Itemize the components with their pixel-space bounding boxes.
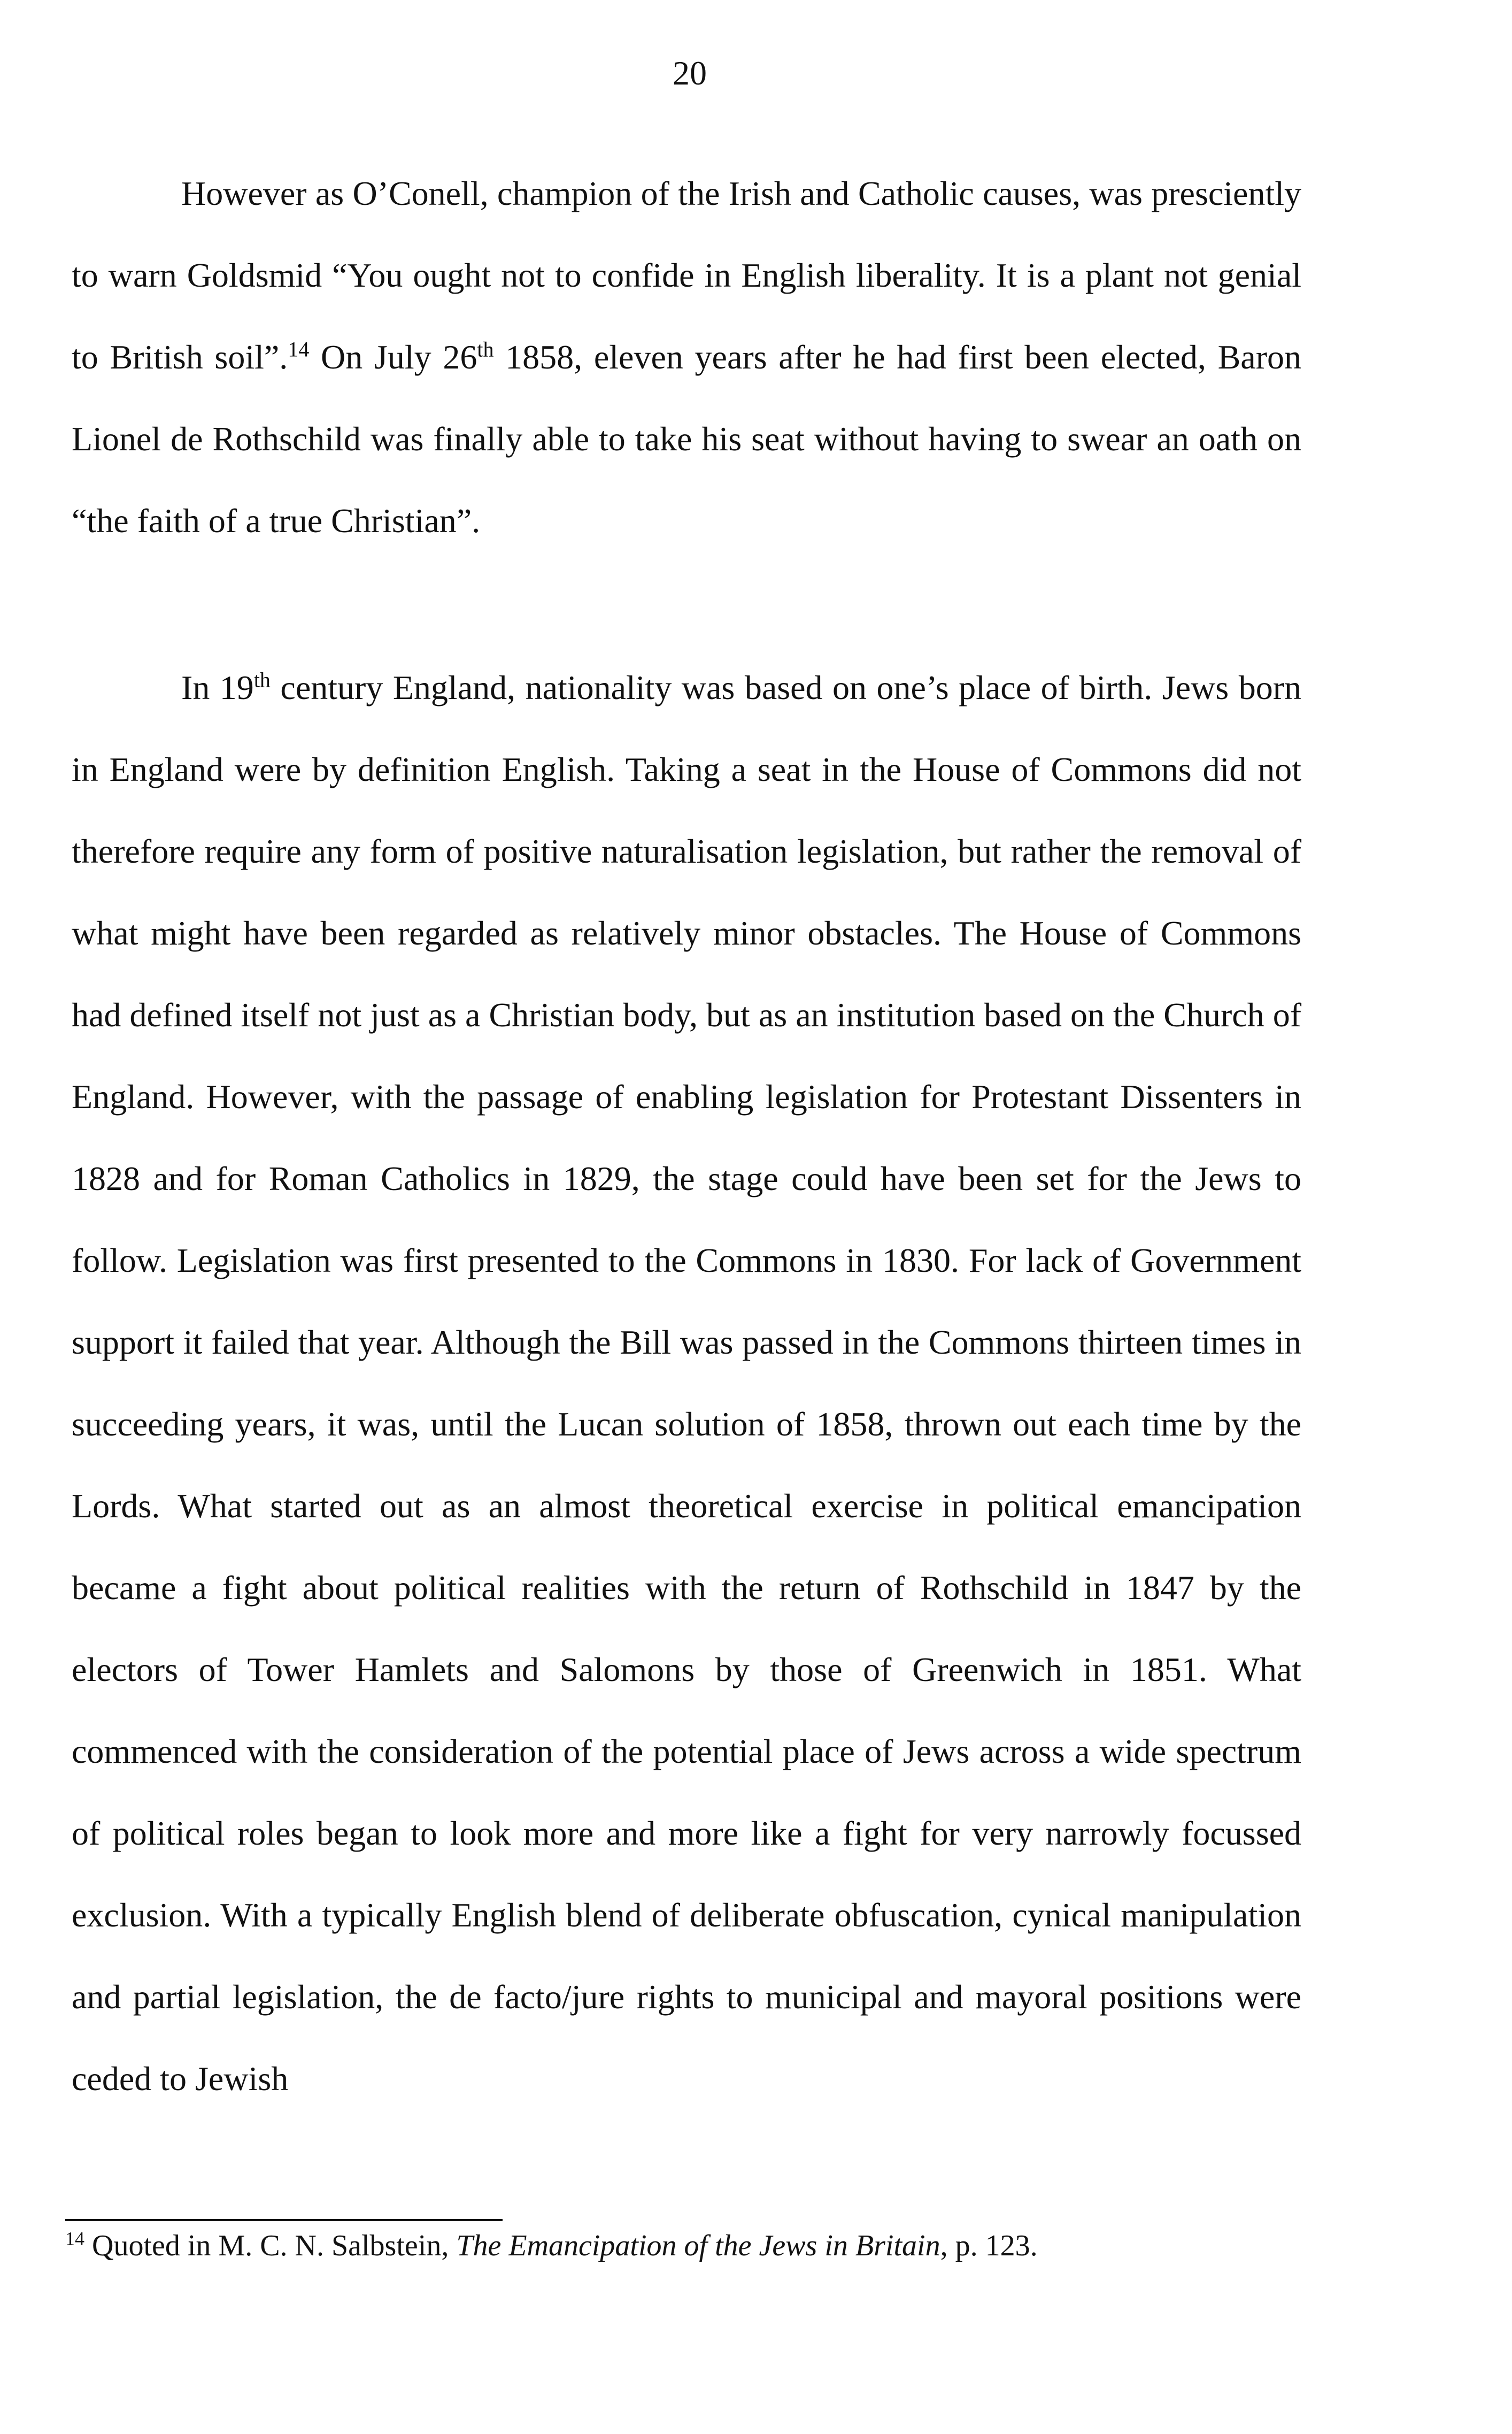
paragraph-text: On July 26 <box>309 338 477 376</box>
footnote-text: Quoted in M. C. N. Salbstein, <box>84 2229 457 2262</box>
footnote-text: , p. 123. <box>940 2229 1038 2262</box>
paragraph-text: In 19 <box>181 669 254 707</box>
ordinal-suffix: th <box>477 337 494 362</box>
ordinal-suffix: th <box>253 667 271 692</box>
paragraph-oconell <box>72 152 1301 562</box>
paragraph-nationality <box>72 647 1301 2120</box>
footnote-reference: 14 <box>288 337 310 362</box>
paragraph-text: century England, nationality was based on one’s place of birth. Jews born in England were by definition English. Taking a seat in the House of Commons did not therefore require any form of positive naturalisation legislation, but rather the removal of what might have been regarded as relatively minor obstacles. The House of Commons had defined itself not just as a Christian body, but as an institution based on the Church of England. However, with the passage of enabling legislation for Protestant Dissenters in 1828 and for Roman Catholics in 1829, the stage could have been set for the Jews to follow. Legislation was first presented to the Commons in 1830. For lack of Government support it failed that year. Although the Bill was passed in the Commons thirteen times in succeeding years, it was, until the Lucan solution of 1858, thrown out each time by the Lords. What started out as an almost theoretical exercise in political emancipation became a fight about political realities with the return of Rothschild in 1847 by the electors of Tower Hamlets and Salomons by those of Greenwich in 1851. What commenced with the consideration of the potential place of Jews across a wide spectrum of political roles began to look more and more like a fight for very narrowly focussed exclusion. With a typically English blend of deliberate obfuscation, cynical manipulation and partial legislation, the de facto/jure rights to municipal and mayoral positions were ceded to Jewish <box>72 669 1302 2098</box>
footnote-mark: 14 <box>65 2228 84 2249</box>
footnote <box>65 2225 1295 2267</box>
paragraph-text: 1858, eleven years after he had first been elected, Baron Lionel de Rothschild was finally able to take his seat without having to swear an oath on “the faith of a true Christian”. <box>72 338 1302 540</box>
paragraph-text: However as O’Conell, champion of the Irish and Catholic causes, was presciently to warn Goldsmid “You ought not to confide in English liberality. It is a plant not genial to British soil”. <box>72 174 1301 376</box>
footnote-book-title: The Emancipation of the Jews in Britain <box>456 2229 940 2262</box>
footnote-divider <box>65 2219 503 2221</box>
page-number: 20 <box>673 54 707 92</box>
